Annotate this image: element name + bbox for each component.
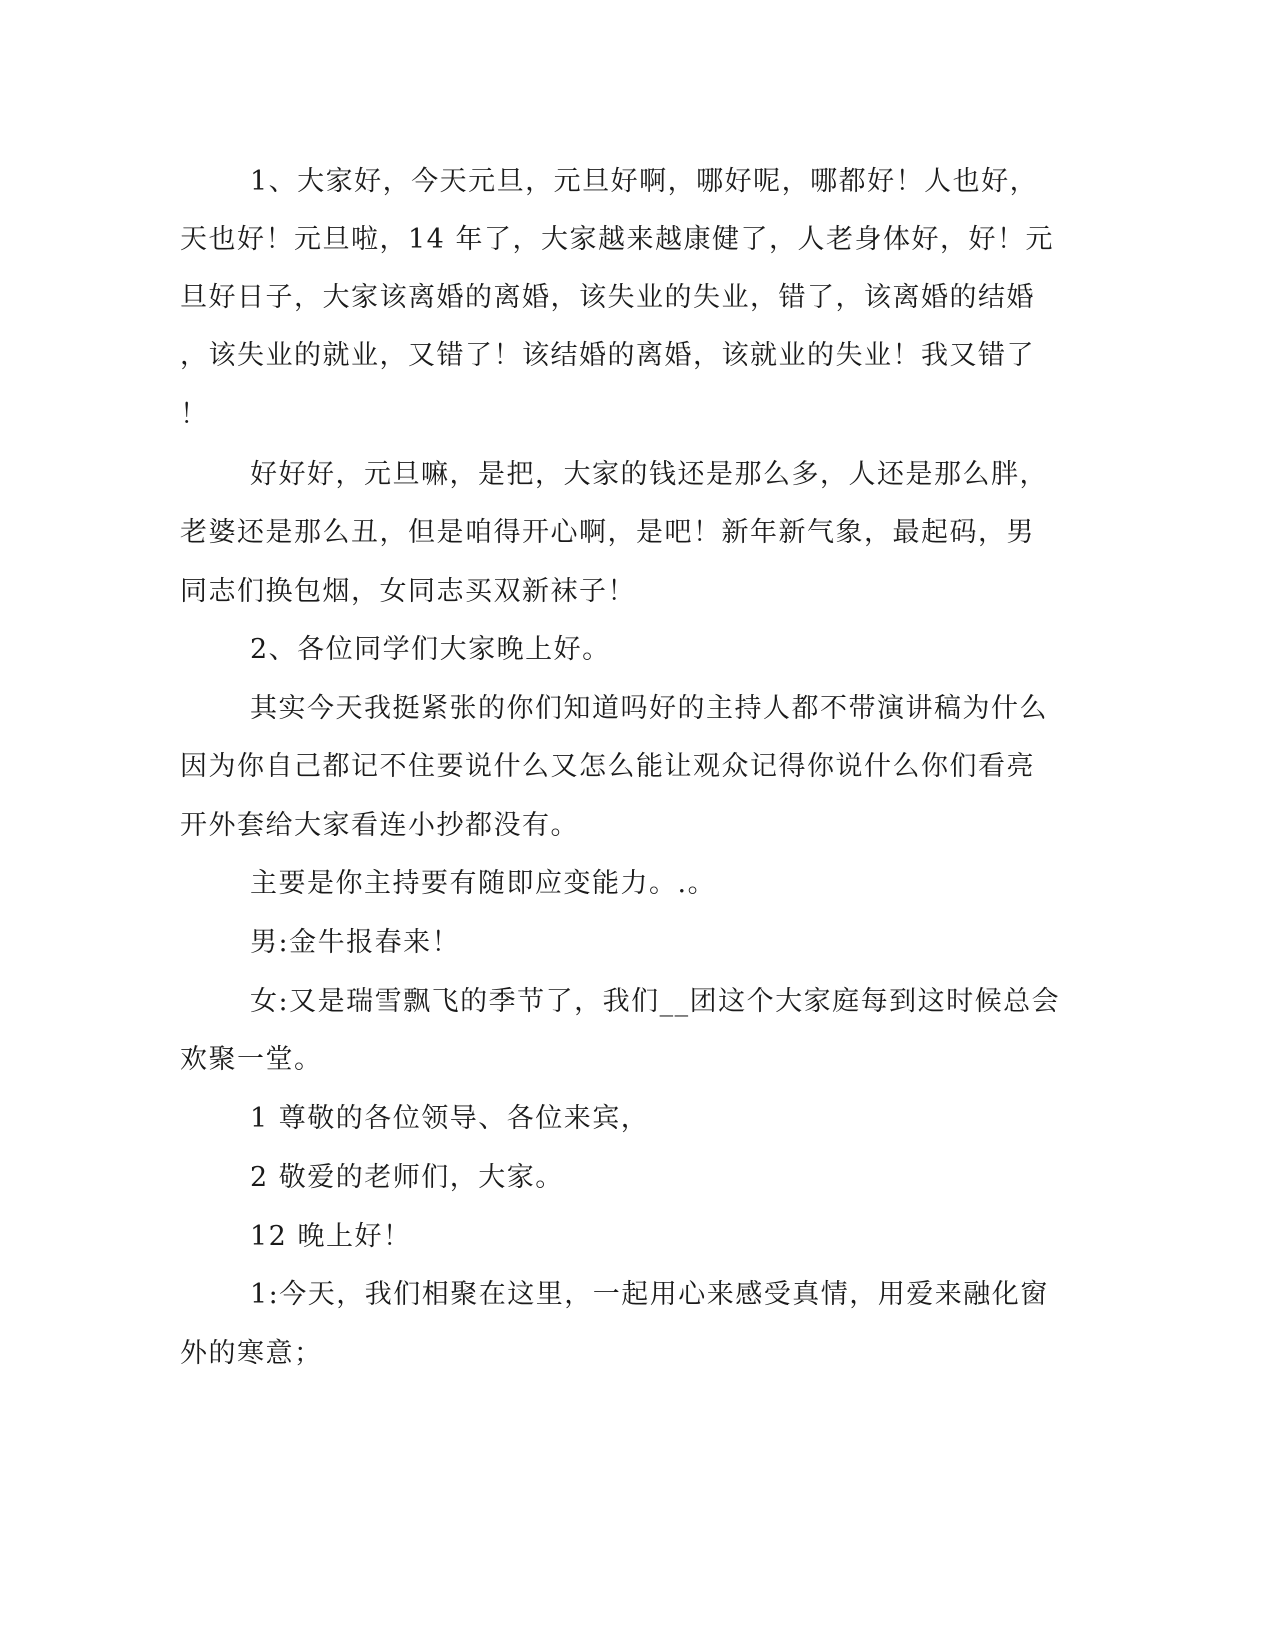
text-line: 开外套给大家看连小抄都没有。: [180, 810, 579, 841]
text-line: 主要是你主持要有随即应变能力。.。: [250, 868, 717, 899]
text-line: 1 尊敬的各位领导、各位来宾，: [250, 1103, 650, 1134]
text-line: 男:金牛报春来！: [250, 927, 461, 958]
text-line: 女:又是瑞雪飘飞的季节了，我们__团这个大家庭每到这时候总会: [250, 986, 1061, 1017]
text-line: 2 敬爱的老师们，大家。: [250, 1162, 564, 1193]
text-line: 1:今天，我们相聚在这里，一起用心来感受真情，用爱来融化窗: [250, 1279, 1049, 1310]
text-line: 天也好！元旦啦，14 年了，大家越来越康健了，人老身体好，好！元: [180, 224, 1054, 255]
text-line: 欢聚一堂。: [180, 1044, 323, 1075]
text-line: 2、各位同学们大家晚上好。: [250, 634, 611, 665]
text-line: 同志们换包烟，女同志买双新袜子！: [180, 576, 636, 607]
text-line: ，该失业的就业，又错了！该结婚的离婚，该就业的失业！我又错了: [180, 340, 1035, 371]
text-line: 老婆还是那么丑，但是咱得开心啊，是吧！新年新气象，最起码，男: [180, 517, 1035, 548]
text-line: 好好好，元旦嘛，是把，大家的钱还是那么多，人还是那么胖，: [250, 459, 1048, 490]
text-line: 其实今天我挺紧张的你们知道吗好的主持人都不带演讲稿为什么: [250, 693, 1048, 724]
text-line: 1、大家好，今天元旦，元旦好啊，哪好呢，哪都好！人也好，: [250, 166, 1039, 197]
text-line: 因为你自己都记不住要说什么又怎么能让观众记得你说什么你们看亮: [180, 751, 1035, 782]
text-line: 外的寒意；: [180, 1338, 323, 1369]
text-line: 12 晚上好！: [250, 1221, 412, 1252]
text-line: ！: [180, 399, 209, 430]
text-line: 旦好日子，大家该离婚的离婚，该失业的失业，错了，该离婚的结婚: [180, 282, 1035, 313]
